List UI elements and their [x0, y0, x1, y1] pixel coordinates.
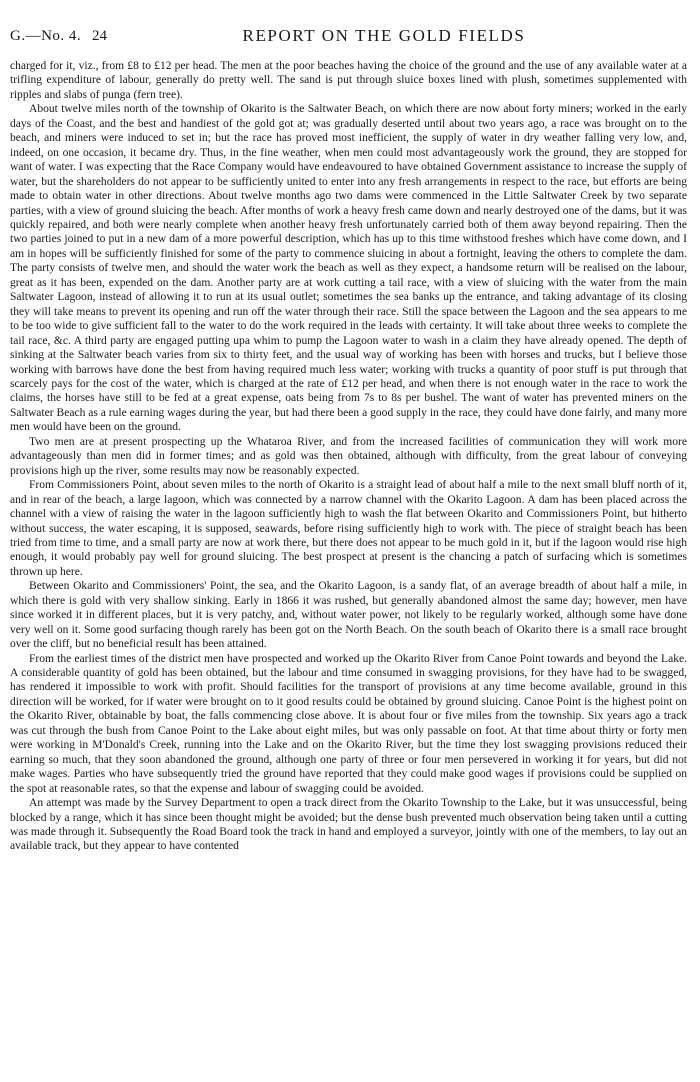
paragraph: Two men are at present prospecting up the Whataroa River, and from the increased facilities of communication they will work more advantageously than men did in former times; and as gold was then obtained, although with difficulty, from the great labour of conveying provisions high up the river, some results may now be reasonably expected.	[10, 435, 687, 477]
paragraph: Between Okarito and Commissioners' Point, the sea, and the Okarito Lagoon, is a sandy flat, of an average breadth of about half a mile, in which there is gold with very shallow sinking. Early in 1866 it was rushed, but generally abandoned almost the same day; however, men have since worked it in different places, but it is very patchy, and, without water power, not likely to be regularly worked, although some have done very well on it. Some good surfacing though rarely has been got on the North Beach. On the south beach of Okarito there is a small race brought over the cliff, but no beneficial result has been attained.	[10, 580, 687, 651]
paragraph: From Commissioners Point, about seven miles to the north of Okarito is a straight lead of about half a mile to the next small bluff north of it, and in rear of the beach, a large lagoon, which was connected by a narrow channel with the Okarito Lagoon. A dam has been placed across the channel with a view of raising the water in the lagoon sufficiently high to wash the flat between Okarito and Commissioners Point, but hitherto without success, the water escaping, it is supposed, seawards, before rising sufficiently high to work with. The piece of straight beach has been tried from time to time, and a small party are now at work there, but there does not appear to be much gold in it, but if the lagoon would rise high enough, it would probably pay well for ground sluicing. The best prospect at present is the chancing a patch of surfacing which is sometimes thrown up here.	[10, 479, 687, 578]
paragraph: From the earliest times of the district men have prospected and worked up the Okarito River from Canoe Point towards and beyond the Lake. A considerable quantity of gold has been obtained, but the labour and time consumed in swagging provisions, for they have had to be swagged, has rendered it impossible to work with profit. Should facilities for the transport of provisions at any time become available, ground in this direction will be worked, for if water were brought on to it good results could be obtained by ground sluicing. Canoe Point is the highest point on the Okarito River, obtainable by boat, the falls commencing close above. It is about four or five miles from the township. Six years ago a track was cut through the bush from Canoe Point to the Lake about eight miles, but was only passable on foot. At that time about thirty or forty men were working in M'Donald's Creek, running into the Lake and on the Okarito River, but the time they lost swagging provisions reduced their earning so much, that they soon abandoned the ground, although one party of three or four men persevered in working it for years, but did not make wages. Parties who have subsequently tried the ground have reported that they could make good wages if provisions could be supplied on the spot at reasonable rates, so that the expense and labour of swagging could be avoided.	[10, 652, 687, 795]
running-title: REPORT ON THE GOLD FIELDS	[242, 26, 526, 45]
report-body	[10, 59, 687, 854]
paragraph: charged for it, viz., from £8 to £12 per head. The men at the poor beaches having the choice of the ground and the use of any available water at a trifling expenditure of labour, generally do pretty well. The sand is put through sluice boxes lined with plush, sometimes supplemented with ripples and slabs of punga (fern tree).	[10, 60, 687, 101]
paper-series-label: G.—No. 4.	[10, 28, 82, 44]
paragraph: An attempt was made by the Survey Department to open a track direct from the Okarito Township to the Lake, but it was unsuccessful, being blocked by a range, which it has since been thought might be avoided; but the dense bush prevented much observation being taken until a cutting was made through it. Subsequently the Road Board took the track in hand and employed a surveyor, jointly with one of the members, to lay out an available track, but they appear to have contented	[10, 797, 687, 853]
page-header	[10, 14, 690, 45]
paragraph: About twelve miles north of the township of Okarito is the Saltwater Beach, on which there are now about forty miners; worked in the early days of the Coast, and the best and handiest of the gold got at; was gradually deserted until about two years ago, a race was brought on to the beach, and miners were induced to set in; but the race has proved most inefficient, the supply of water in dry weather falling very low, and, indeed, on one occasion, it became dry. Thus, in the fine weather, when men could most advantageously work the ground, they are stopped for want of water. I was expecting that the Race Company would have endeavoured to have obtained Government assistance to increase the supply of water, but the shareholders do not appear to be sufficiently united to enter into any fresh arrangements in respect to the race, but efforts are being made to obtain water in other directions. About twelve months ago two dams were commenced in the Little Saltwater Creek by two separate parties, with a view of ground sluicing the beach. After months of work a heavy fresh came down and nearly destroyed one of the dams, but it was quickly repaired, and both were nearly complete when another heavy fresh unfortunately carried both of them away beyond repairing. Then the two parties joined to put in a new dam of a more powerful description, which has up to this time withstood freshes which have come down, and I am in hopes will be sufficiently finished for some of the party to commence sluicing in about a fortnight, leaving the others to complete the dam. The party consists of twelve men, and should the water work the beach as well as they expect, a handsome return will be realised on the labour, great as it has been, expended on the dam. Another party are at work cutting a tail race, with a view of sluicing with the water from the main Saltwater Lagoon, instead of allowing it to run at its usual outlet; sometimes the sea banks up the entrance, and taking advantage of its closing they will take means to prevent its opening and run off the water through their race. Still the space between the Lagoon and the sea appears to me to be too wide to give sufficient fall to the water to do the work required in the leads with certainty. It will take about three weeks to complete the tail race, &c. A third party are engaged putting upa whim to pump the Lagoon water to wash in a claim they have already opened. The depth of sinking at the Saltwater beach varies from six to thirty feet, and the usual way of working has been with horses and trucks, but I believe those working with barrows have done the best from having required much less water; working with trucks a quantity of poor stuff is put through that scarcely pays for the cost of the water, which is charged at the rate of £12 per head, and when there is not enough water in the race to work the claims, the horses have still to be fed at a great expense, oats being from 7s to 8s per bushel. The want of water has prevented miners on the Saltwater Beach as a rule earning wages during the year, but had there been a good supply in the race, they could have done fairly, and many more men would have been on the ground.	[10, 103, 687, 434]
page-number: 24	[92, 28, 107, 44]
